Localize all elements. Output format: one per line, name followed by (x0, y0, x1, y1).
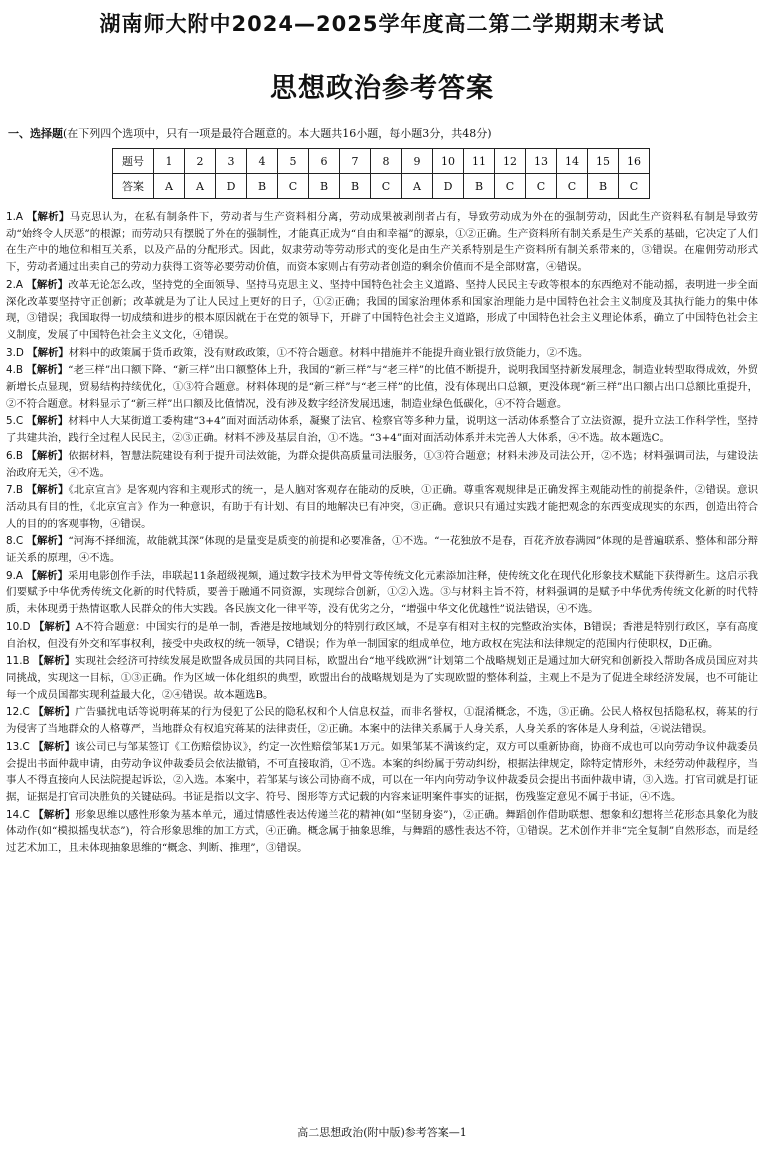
explanation-text: “河海不择细流，故能就其深”体现的是量变是质变的前提和必要准备，①不选。“一花独放不是春，百花齐放春满园”体现的是普遍联系、整体和部分辩证关系的原理，④不选。 (6, 535, 758, 565)
explanation-text: 改革无论怎么改，坚持党的全面领导、坚持马克思主义、坚持中国特色社会主义道路、坚持人民民主专政等根本的东西绝对不能动摇，表明进一步全面深化改革要坚持守正创新；改革就是为了让人民过上更好的日子，①②正确；我国的国家治理体系和国家治理能力是中国特色社会主义制度及其执行能力的集中体现，③错误；我国取得一切成绩和进步的根本原因就在于在党的领导下，开辟了中国特色社会主义道路，形成了中国特色社会主义理论体系，确立了中国特色社会主义制度，发展了中国特色社会主义文化，④错误。 (6, 278, 758, 341)
list-item (6, 362, 758, 412)
answer-cell: B (588, 174, 619, 199)
question-answer: 1.A (6, 211, 24, 223)
answer-cell: B (247, 174, 278, 199)
answer-cell: C (557, 174, 588, 199)
row-label-answer: 答案 (113, 174, 154, 199)
answer-cell: C (619, 174, 650, 199)
answer-table (112, 148, 650, 199)
question-number-cell: 4 (247, 149, 278, 174)
analysis-tag: 【解析】 (27, 346, 69, 359)
explanation-text: 该公司已与邹某签订《工伤赔偿协议》，约定一次性赔偿邹某1万元。如果邹某不满该约定，双方可以重新协商，协商不成也可以向劳动争议仲裁委员会提出书面仲裁申请，由劳动争议仲裁委员会依法撤销，不可直接取消，①不选。本案的纠纷属于劳动纠纷，根据法律规定，除特定情形外，未经劳动仲裁程序，当事人不得直接向人民法院提起诉讼，②入选。本案中，若邹某与该公司协商不成，可以在一年内向劳动争议仲裁委员会提出书面仲裁申请，③入选。打官司就是打证据，证据是打官司决胜负的关键砝码。书证是指以文字、符号、图形等方式记载的内容来证明案件事实的证据，伤残鉴定意见不属于书证，④不选。 (6, 740, 758, 803)
answer-cell: C (371, 174, 402, 199)
answer-cell: C (278, 174, 309, 199)
question-answer: 8.C (6, 535, 24, 548)
answer-cell: B (340, 174, 371, 199)
analysis-tag: 【解析】 (26, 484, 69, 497)
explanation-text: 采用电影创作手法，串联起11条超级视频，通过数字技术为甲骨文等传统文化元素添加注释，使传统文化在现代化形象技术赋能下获得新生。这启示我们要赋予中华优秀传统文化新的时代特质，要善于融通不同资源，实现综合创新，①②入选。③与材料主旨不符，材料强调的是赋予中华优秀传统文化新的时代特质，未体现勇于热情讴歌人民群众的伟大实践。各民族文化一律平等，没有优劣之分，“增强中华文化优越性”说法错误，④不选。 (6, 569, 758, 616)
question-answer: 5.C (6, 415, 24, 428)
analysis-tag: 【解析】 (26, 278, 69, 291)
answer-cell: A (185, 174, 216, 199)
question-number-cell: 9 (402, 149, 433, 174)
list-item (6, 209, 758, 276)
question-answer: 4.B (6, 364, 24, 377)
question-number-cell: 1 (154, 149, 185, 174)
question-number-cell: 16 (619, 149, 650, 174)
question-answer: 14.C (6, 808, 30, 821)
analysis-tag: 【解析】 (26, 211, 70, 223)
question-answer: 2.A (6, 278, 24, 291)
list-item (6, 653, 758, 703)
explanation-text: 依据材料，智慧法院建设有利于提升司法效能，为群众提供高质量司法服务，①③符合题意；材料未涉及司法公开，②不选；材料强调司法，与建设法治政府无关，④不选。 (6, 449, 758, 479)
question-answer: 12.C (6, 706, 30, 719)
question-number-cell: 5 (278, 149, 309, 174)
explanation-text: 形象思维以感性形象为基本单元，通过情感性表达传递兰花的精神(如“坚韧身姿”)，②正确。舞蹈创作借助联想、想象和幻想将兰花形态具象化为肢体动作(如“模拟摇曳状态”)，符合形象思维的加工方式，④正确。概念属于抽象思维，与舞蹈的感性表达不符，①错误。艺术创作并非“完全复制”自然形态，而是经过艺术加工，且未体现抽象思维的“概念、判断、推理”，③错误。 (6, 808, 758, 855)
question-answer: 13.C (6, 740, 30, 753)
list-item (6, 448, 758, 481)
table-row (113, 149, 650, 174)
page-footer: 高二思想政治(附中版)参考答案—1 (297, 1126, 467, 1139)
list-item (6, 619, 758, 652)
question-answer: 6.B (6, 449, 24, 462)
question-number-cell: 2 (185, 149, 216, 174)
question-number-cell: 13 (526, 149, 557, 174)
answer-cell: A (154, 174, 185, 199)
analysis-tag: 【解析】 (26, 449, 69, 462)
list-item (6, 533, 758, 566)
list-item (6, 482, 758, 532)
answer-cell: B (309, 174, 340, 199)
explanation-text: 实现社会经济可持续发展是欧盟各成员国的共同目标，欧盟出台“地平线欧洲”计划第二个战略规划正是通过加大研究和创新投入帮助各成员国应对共同挑战，实现这一目标，①③正确。作为区域一体化组织的典型，欧盟出台的战略规划是为了实现欧盟的整体利益，主观上不是为了促进全球经济发展，也不可能让每一个成员国都实现利益最大化，②④错误。故本题选B。 (6, 655, 758, 701)
explanation-text: A不符合题意：中国实行的是单一制，香港是按地域划分的特别行政区域，不是享有相对主权的完整政治实体，B错误；香港是特别行政区，享有高度自治权，但没有外交和军事权利，接受中央政权的统一领导，C错误；作为单一制国家的组成单位，地方政权在宪法和法律规定的范围内行使职权，D正确。 (6, 620, 758, 650)
answer-cell: C (495, 174, 526, 199)
list-item (6, 807, 758, 857)
analysis-tag: 【解析】 (26, 569, 69, 582)
question-answer: 11.B (6, 655, 30, 668)
section-note: (在下列四个选项中，只有一项是最符合题意的。本大题共16小题，每小题3分，共48分) (63, 127, 492, 140)
analysis-tag: 【解析】 (33, 655, 76, 668)
question-number-cell: 15 (588, 149, 619, 174)
answer-cell: D (433, 174, 464, 199)
question-answer: 10.D (6, 620, 31, 633)
analysis-tag: 【解析】 (26, 364, 69, 377)
question-answer: 7.B (6, 484, 24, 497)
list-item (6, 739, 758, 806)
exam-title: 湖南师大附中2024—2025学年度高二第二学期期末考试 (99, 12, 665, 36)
question-number-cell: 6 (309, 149, 340, 174)
question-number-cell: 3 (216, 149, 247, 174)
analysis-tag: 【解析】 (33, 808, 76, 821)
analysis-tag: 【解析】 (33, 620, 76, 633)
question-number-cell: 10 (433, 149, 464, 174)
table-row (113, 174, 650, 199)
explanation-text: 材料中的政策属于货币政策，没有财政政策，①不符合题意。材料中措施并不能提升商业银行放贷能力，②不选。 (68, 346, 589, 359)
explanation-text: 《北京宣言》是客观内容和主观形式的统一，是人脑对客观存在能动的反映，①正确。尊重客观规律是正确发挥主观能动性的前提条件，②错误。意识活动具有目的性，《北京宣言》作为一种意识，有助于有计划、有目的地解决已有冲突，③正确。意识只有通过实践才能把观念的东西变成现实的东西，创造出符合人的目的的客观事物，④错误。 (6, 484, 759, 530)
question-number-cell: 7 (340, 149, 371, 174)
explanations-list (6, 209, 758, 858)
question-number-cell: 14 (557, 149, 588, 174)
analysis-tag: 【解析】 (26, 415, 69, 428)
explanation-text: 马克思认为，在私有制条件下，劳动者与生产资料相分离，劳动成果被剥削者占有，导致劳动成为外在的强制劳动，因此生产资料私有制是导致劳动“始终令人厌恶”的根源；而劳动只有摆脱了外在的强制性，才能真正成为“自由和幸福”的源泉，①②正确。生产资料所有制关系是生产关系的基础，它决定了人们在生产中的地位和相互关系，以及产品的分配形式。因此，奴隶劳动等劳动形式的变化是由生产关系特别是生产资料所有制关系带来的，③错误。在雇佣劳动形式下，劳动者通过出卖自己的劳动力获得工资等必要劳动价值，而资本家则占有劳动者创造的剩余价值而不是全部财富，④错误。 (6, 211, 759, 274)
section-heading (8, 125, 492, 141)
analysis-tag: 【解析】 (26, 535, 69, 548)
answer-cell: C (526, 174, 557, 199)
answer-cell: B (464, 174, 495, 199)
list-item (6, 413, 758, 446)
explanation-text: “老三样”出口额下降、“新三样”出口额整体上升，我国的“新三样”与“老三样”的比值不断提升，说明我国坚持新发展理念，制造业转型取得成效，外贸新增长点显现，贸易结构持续优化，①③符合题意。材料体现的是“新三样”与“老三样”的比值，没有体现出口总额，更没体现“新三样”出口额占出口总额比重提升，②不符合题意。材料显示了“新三样”出口额及比值情况，没有涉及数字经济发展迅速，制造业绿色低碳化，④不符合题意。 (6, 364, 758, 410)
list-item (6, 277, 758, 344)
question-number-cell: 8 (371, 149, 402, 174)
explanation-text: 材料中人大某街道工委构建“3+4”面对面活动体系，凝聚了法官、检察官等多种力量，说明这一活动体系整合了立法资源，提升立法工作科学性，坚持了共建共治，践行全过程人民民主，②③正确。材料不涉及基层自治，①不选。“3+4”面对面活动体系并未完善人大体系，④不选。故本题选C。 (6, 415, 759, 445)
explanation-text: 广告骚扰电话等说明蒋某的行为侵犯了公民的隐私权和个人信息权益，而非名誉权，①混淆概念，不选，③正确。公民人格权包括隐私权，蒋某的行为侵害了当地群众的人格尊严，当地群众有权追究蒋某的法律责任，②正确。本案中的法律关系属于人身关系，人身关系的客体是人身利益，④说法错误。 (6, 706, 758, 736)
list-item (6, 704, 758, 737)
list-item (6, 345, 758, 362)
section-label: 一、选择题 (8, 127, 63, 140)
answer-cell: A (402, 174, 433, 199)
question-answer: 9.A (6, 569, 24, 582)
question-number-cell: 12 (495, 149, 526, 174)
analysis-tag: 【解析】 (33, 740, 76, 753)
row-label-number: 题号 (113, 149, 154, 174)
question-answer: 3.D (6, 346, 24, 359)
question-number-cell: 11 (464, 149, 495, 174)
list-item (6, 568, 758, 618)
answer-cell: D (216, 174, 247, 199)
analysis-tag: 【解析】 (33, 706, 76, 719)
page-title: 思想政治参考答案 (270, 73, 494, 104)
